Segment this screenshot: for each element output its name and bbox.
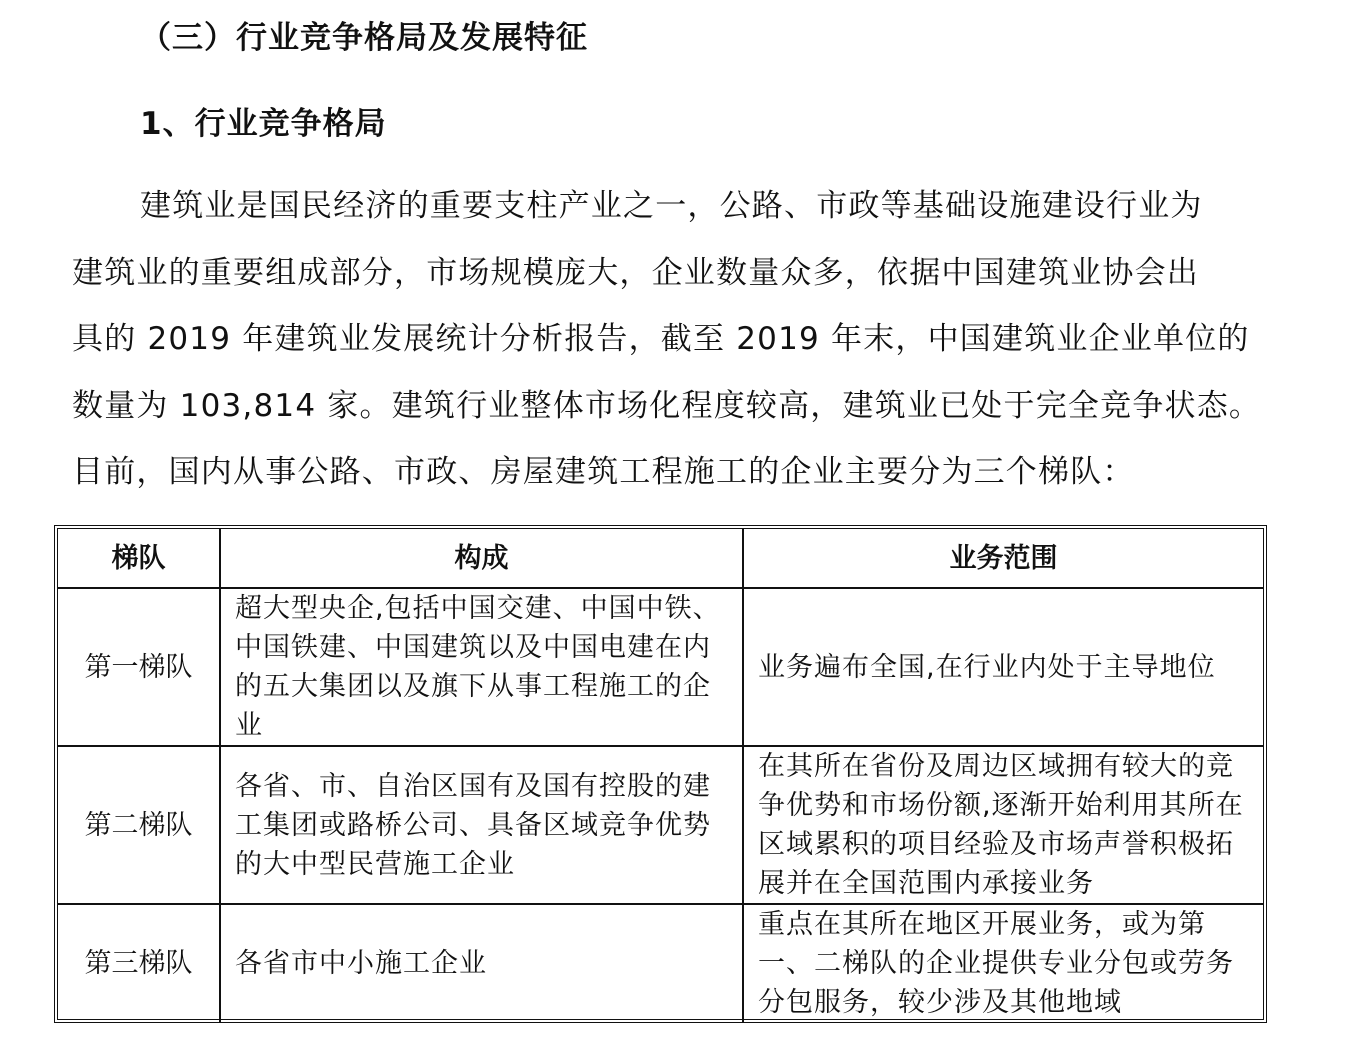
composition-cell: 各省市中小施工企业 <box>220 904 743 1022</box>
scope-cell: 业务遍布全国,在行业内处于主导地位 <box>743 588 1263 746</box>
tier-cell: 第二梯队 <box>58 746 220 904</box>
header-composition: 构成 <box>220 529 743 588</box>
subsection-title: 1、行业竞争格局 <box>140 106 387 142</box>
table-row <box>58 746 1263 904</box>
header-tier: 梯队 <box>58 529 220 588</box>
scope-cell: 在其所在省份及周边区域拥有较大的竞争优势和市场份额,逐渐开始利用其所在区域累积的项目经验及市场声誉积极拓展并在全国范围内承接业务 <box>743 746 1263 904</box>
table-row <box>58 904 1263 1022</box>
scope-cell: 重点在其所在地区开展业务，或为第一、二梯队的企业提供专业分包或劳务分包服务，较少涉及其他地域 <box>743 904 1263 1022</box>
tier-cell: 第一梯队 <box>58 588 220 746</box>
paragraph-line: 建筑业是国民经济的重要支柱产业之一，公路、市政等基础设施建设行业为 <box>140 188 1203 224</box>
table-header-row <box>58 529 1263 588</box>
table-row <box>58 588 1263 746</box>
tier-cell: 第三梯队 <box>58 904 220 1022</box>
composition-cell: 超大型央企,包括中国交建、中国中铁、中国铁建、中国建筑以及中国电建在内的五大集团以及旗下从事工程施工的企业 <box>220 588 743 746</box>
section-title: （三）行业竞争格局及发展特征 <box>140 20 588 56</box>
paragraph-line: 目前，国内从事公路、市政、房屋建筑工程施工的企业主要分为三个梯队： <box>72 454 1135 490</box>
paragraph-line: 数量为 103,814 家。建筑行业整体市场化程度较高，建筑业已处于完全竞争状态。 <box>72 388 1262 424</box>
composition-cell: 各省、市、自治区国有及国有控股的建工集团或路桥公司、具备区域竞争优势的大中型民营施工企业 <box>220 746 743 904</box>
header-scope: 业务范围 <box>743 529 1263 588</box>
tier-table <box>54 525 1267 1023</box>
paragraph-line: 建筑业的重要组成部分，市场规模庞大，企业数量众多，依据中国建筑业协会出 <box>72 255 1199 291</box>
paragraph-line: 具的 2019 年建筑业发展统计分析报告，截至 2019 年末，中国建筑业企业单位的 <box>72 321 1250 357</box>
